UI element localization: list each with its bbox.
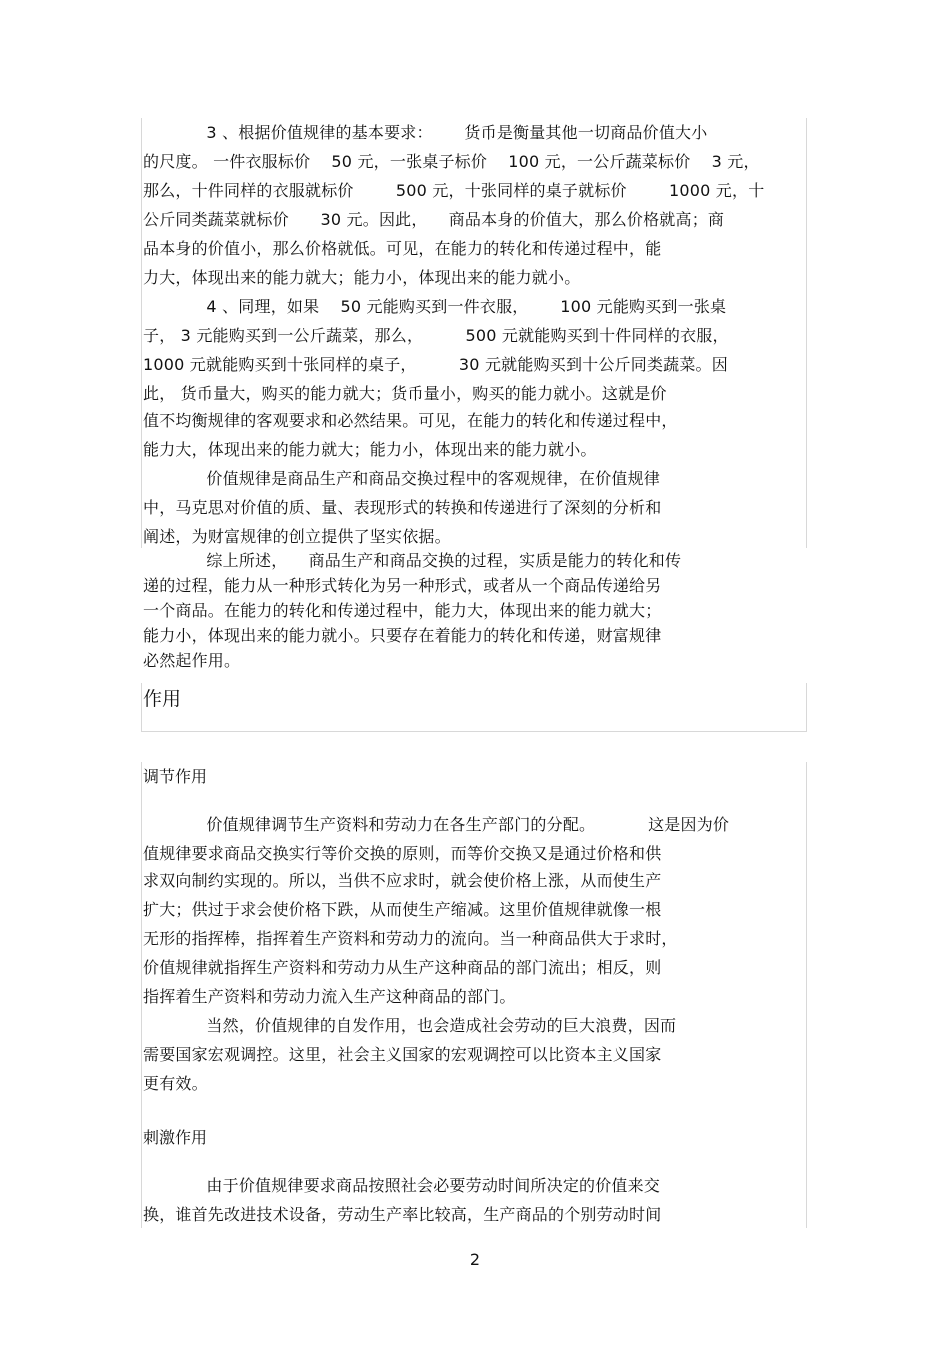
section-title: 作用: [143, 688, 182, 710]
frame-rule-left-top: [141, 118, 142, 548]
text-line: 综上所述， 商品生产和商品交换的过程，实质是能力的转化和传: [143, 551, 682, 570]
text-line: 能力大，体现出来的能力就大；能力小，体现出来的能力就小。: [143, 440, 597, 459]
text-line: 值规律要求商品交换实行等价交换的原则，而等价交换又是通过价格和供: [143, 844, 662, 863]
text-line: 无形的指挥棒，指挥着生产资料和劳动力的流向。当一种商品供大于求时，: [143, 929, 678, 948]
text-line: 由于价值规律要求商品按照社会必要劳动时间所决定的价值来交: [143, 1176, 661, 1195]
frame-rule-bottom-mid: [141, 731, 807, 732]
text-line: 3 、根据价值规律的基本要求： 货币是衡量其他一切商品价值大小: [143, 123, 708, 142]
text-line: 品本身的价值小，那么价格就低。可见，在能力的转化和传递过程中，能: [143, 239, 662, 258]
text-line: 必然起作用。: [143, 651, 241, 670]
text-line: 价值规律调节生产资料和劳动力在各生产部门的分配。 这是因为价: [143, 815, 730, 834]
text-line: 那么，十件同样的衣服就标价 500 元，十张同样的桌子就标价 1000 元，十: [143, 181, 765, 200]
text-line: 能力小，体现出来的能力就小。只要存在着能力的转化和传递，财富规律: [143, 626, 662, 645]
text-line: 需要国家宏观调控。这里，社会主义国家的宏观调控可以比资本主义国家: [143, 1045, 662, 1064]
frame-rule-right-mid: [806, 683, 807, 731]
text-line: 一个商品。在能力的转化和传递过程中，能力大，体现出来的能力就大；: [143, 601, 662, 620]
text-line: 价值规律就指挥生产资料和劳动力从生产这种商品的部门流出；相反，则: [143, 958, 662, 977]
text-line: 递的过程，能力从一种形式转化为另一种形式，或者从一个商品传递给另: [143, 576, 662, 595]
text-line: 指挥着生产资料和劳动力流入生产这种商品的部门。: [143, 987, 516, 1006]
text-line: 当然，价值规律的自发作用，也会造成社会劳动的巨大浪费，因而: [143, 1016, 677, 1035]
text-line: 值不均衡规律的客观要求和必然结果。可见，在能力的转化和传递过程中，: [143, 411, 678, 430]
text-line: 更有效。: [143, 1074, 208, 1093]
text-line: 子， 3 元能购买到一公斤蔬菜，那么， 500 元就能购买到十件同样的衣服，: [143, 326, 729, 345]
text-line: 中，马克思对价值的质、量、表现形式的转换和传递进行了深刻的分析和: [143, 498, 662, 517]
text-line: 此， 货币量大，购买的能力就大；货币量小，购买的能力就小。这就是价: [143, 384, 667, 403]
subsection-title-regulation: 调节作用: [143, 767, 208, 786]
text-line: 阐述，为财富规律的创立提供了坚实依据。: [143, 527, 451, 546]
text-line: 的尺度。 一件衣服标价 50 元，一张桌子标价 100 元，一公斤蔬菜标价 3 元，: [143, 152, 760, 171]
text-line: 价值规律是商品生产和商品交换过程中的客观规律，在价值规律: [143, 469, 661, 488]
text-line: 4 、同理，如果 50 元能购买到一件衣服， 100 元能购买到一张桌: [143, 297, 727, 316]
page-number: 2: [469, 1250, 481, 1269]
frame-rule-right-low: [806, 762, 807, 1228]
text-line: 公斤同类蔬菜就标价 30 元。因此， 商品本身的价值大，那么价格就高；商: [143, 210, 725, 229]
frame-rule-left-mid: [141, 683, 142, 731]
text-line: 1000 元就能购买到十张同样的桌子， 30 元就能购买到十公斤同类蔬菜。因: [143, 355, 728, 374]
frame-rule-right-top: [806, 118, 807, 548]
text-line: 扩大；供过于求会使价格下跌，从而使生产缩减。这里价值规律就像一根: [143, 900, 662, 919]
text-line: 力大，体现出来的能力就大；能力小，体现出来的能力就小。: [143, 268, 581, 287]
text-line: 换，谁首先改进技术设备，劳动生产率比较高，生产商品的个别劳动时间: [143, 1205, 662, 1224]
text-line: 求双向制约实现的。所以，当供不应求时，就会使价格上涨，从而使生产: [143, 871, 662, 890]
subsection-title-stimulation: 刺激作用: [143, 1128, 208, 1147]
frame-rule-left-low: [141, 762, 142, 1228]
